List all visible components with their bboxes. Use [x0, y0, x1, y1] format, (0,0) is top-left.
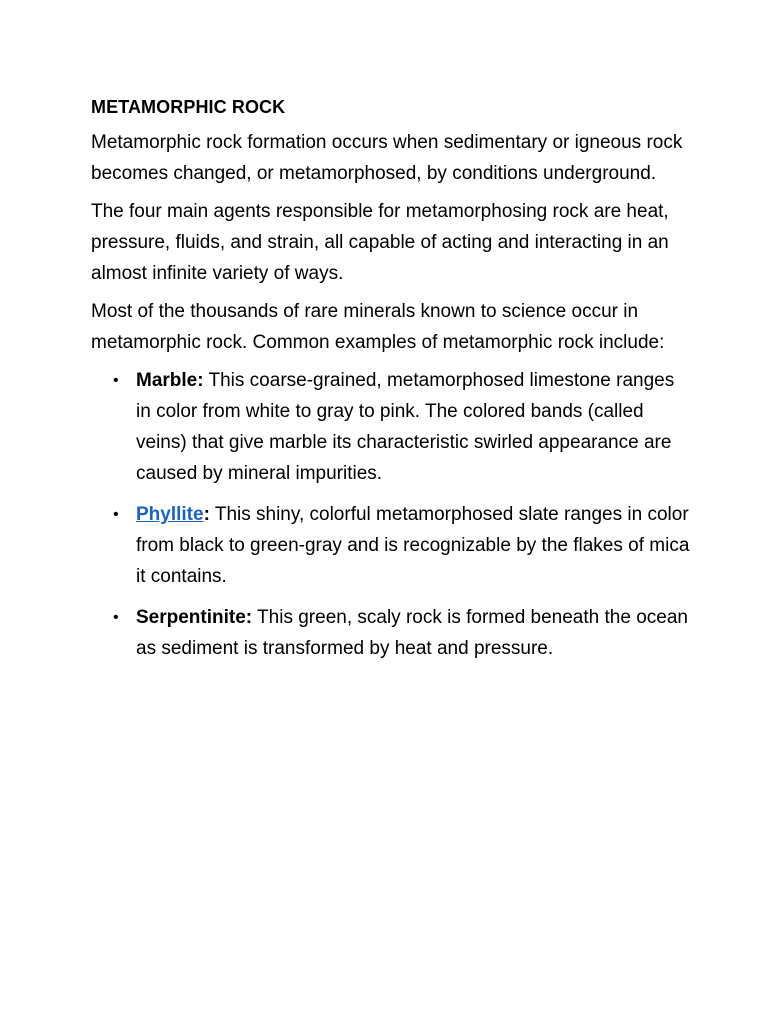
term-colon: : — [203, 504, 210, 525]
bullet-icon: • — [113, 372, 119, 389]
bullet-icon: • — [113, 609, 119, 626]
term-serpentinite: Serpentinite: — [136, 607, 253, 628]
examples-list — [91, 365, 691, 664]
list-item-serpentinite — [91, 602, 691, 664]
list-item-marble — [91, 365, 691, 489]
paragraph-examples-intro: Most of the thousands of rare minerals known to science occur in metamorphic rock. Common examples of metamorphic rock include: — [91, 301, 665, 353]
bullet-icon: • — [113, 506, 119, 523]
list-item-phyllite — [91, 499, 691, 592]
description-serpentinite: This green, scaly rock is formed beneath the ocean as sediment is transformed by heat and pressure. — [136, 607, 688, 659]
term-marble: Marble: — [136, 370, 204, 391]
document-page — [91, 93, 691, 674]
paragraph-agents: The four main agents responsible for metamorphosing rock are heat, pressure, fluids, and strain, all capable of acting and interacting in an almost infinite variety of ways. — [91, 201, 669, 284]
phyllite-link[interactable]: Phyllite — [136, 504, 204, 525]
description-phyllite: This shiny, colorful metamorphosed slate ranges in color from black to green-gray and is recognizable by the flakes of mica it contains. — [136, 504, 690, 587]
document-title: METAMORPHIC ROCK — [91, 97, 286, 117]
description-marble: This coarse-grained, metamorphosed limestone ranges in color from white to gray to pink. The colored bands (called veins) that give marble its characteristic swirled appearance are caused by mineral impurities. — [136, 370, 675, 484]
paragraph-intro: Metamorphic rock formation occurs when sedimentary or igneous rock becomes changed, or metamorphosed, by conditions underground. — [91, 132, 683, 184]
